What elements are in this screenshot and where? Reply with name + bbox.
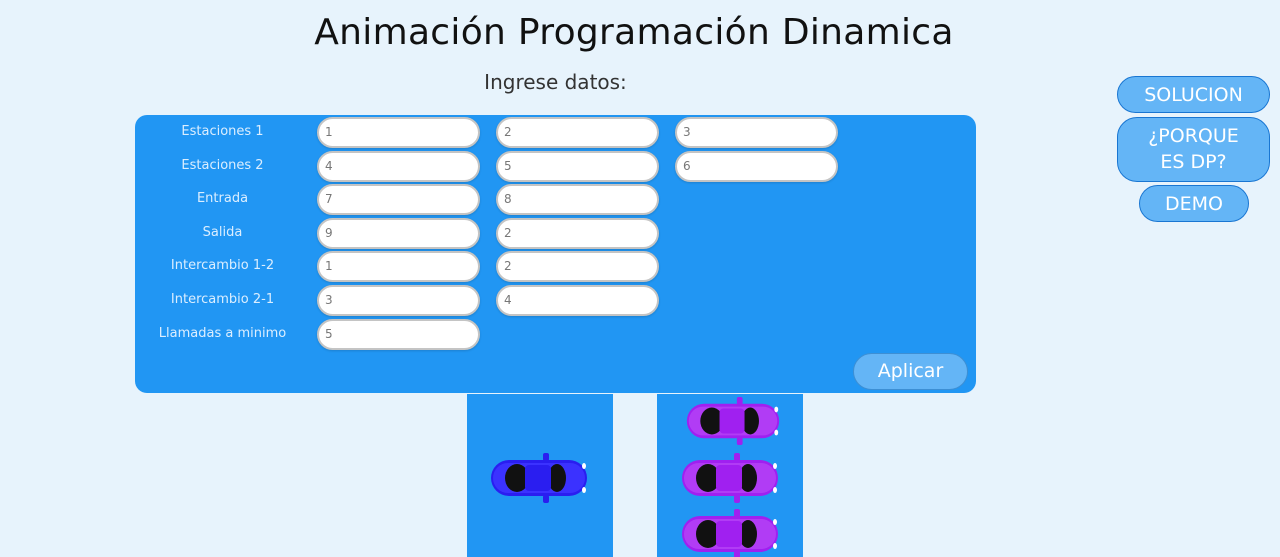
intercambio-2-1-field-1[interactable]: 3 bbox=[317, 285, 480, 316]
car-icon bbox=[489, 452, 589, 504]
salida-field-1[interactable]: 9 bbox=[317, 218, 480, 249]
estaciones-1-field-3[interactable]: 3 bbox=[675, 117, 838, 148]
data-entry-panel bbox=[135, 115, 976, 393]
demo-button[interactable]: DEMO bbox=[1139, 185, 1249, 222]
car-icon bbox=[680, 452, 780, 504]
label-intercambio-1-2: Intercambio 1-2 bbox=[170, 258, 275, 273]
label-estaciones-2: Estaciones 2 bbox=[181, 158, 264, 173]
assembly-line-2 bbox=[657, 394, 803, 557]
label-salida: Salida bbox=[202, 225, 243, 240]
estaciones-2-field-3[interactable]: 6 bbox=[675, 151, 838, 182]
porque-button-line-2: ES DP? bbox=[1160, 151, 1227, 173]
porque-es-dp-button[interactable] bbox=[1117, 117, 1270, 182]
label-estaciones-1: Estaciones 1 bbox=[181, 124, 264, 139]
estaciones-2-field-2[interactable]: 5 bbox=[496, 151, 659, 182]
label-llamadas-a-minimo: Llamadas a minimo bbox=[158, 326, 287, 341]
entrada-field-2[interactable]: 8 bbox=[496, 184, 659, 215]
salida-field-2[interactable]: 2 bbox=[496, 218, 659, 249]
porque-button-line-1: ¿PORQUE bbox=[1148, 125, 1239, 147]
intercambio-1-2-field-1[interactable]: 1 bbox=[317, 251, 480, 282]
intercambio-1-2-field-2[interactable]: 2 bbox=[496, 251, 659, 282]
car-icon bbox=[683, 396, 783, 446]
form-subtitle: Ingrese datos: bbox=[484, 70, 627, 94]
car-body-line-1 bbox=[491, 453, 587, 503]
llamadas-a-minimo-field[interactable]: 5 bbox=[317, 319, 480, 350]
label-entrada: Entrada bbox=[196, 191, 249, 206]
solucion-button[interactable]: SOLUCION bbox=[1117, 76, 1270, 113]
car-icon bbox=[680, 508, 780, 557]
apply-button[interactable]: Aplicar bbox=[853, 353, 968, 390]
intercambio-2-1-field-2[interactable]: 4 bbox=[496, 285, 659, 316]
page-title: Animación Programación Dinamica bbox=[314, 12, 954, 53]
assembly-line-1 bbox=[467, 394, 613, 557]
label-intercambio-2-1: Intercambio 2-1 bbox=[170, 292, 275, 307]
estaciones-1-field-2[interactable]: 2 bbox=[496, 117, 659, 148]
estaciones-2-field-1[interactable]: 4 bbox=[317, 151, 480, 182]
entrada-field-1[interactable]: 7 bbox=[317, 184, 480, 215]
estaciones-1-field-1[interactable]: 1 bbox=[317, 117, 480, 148]
